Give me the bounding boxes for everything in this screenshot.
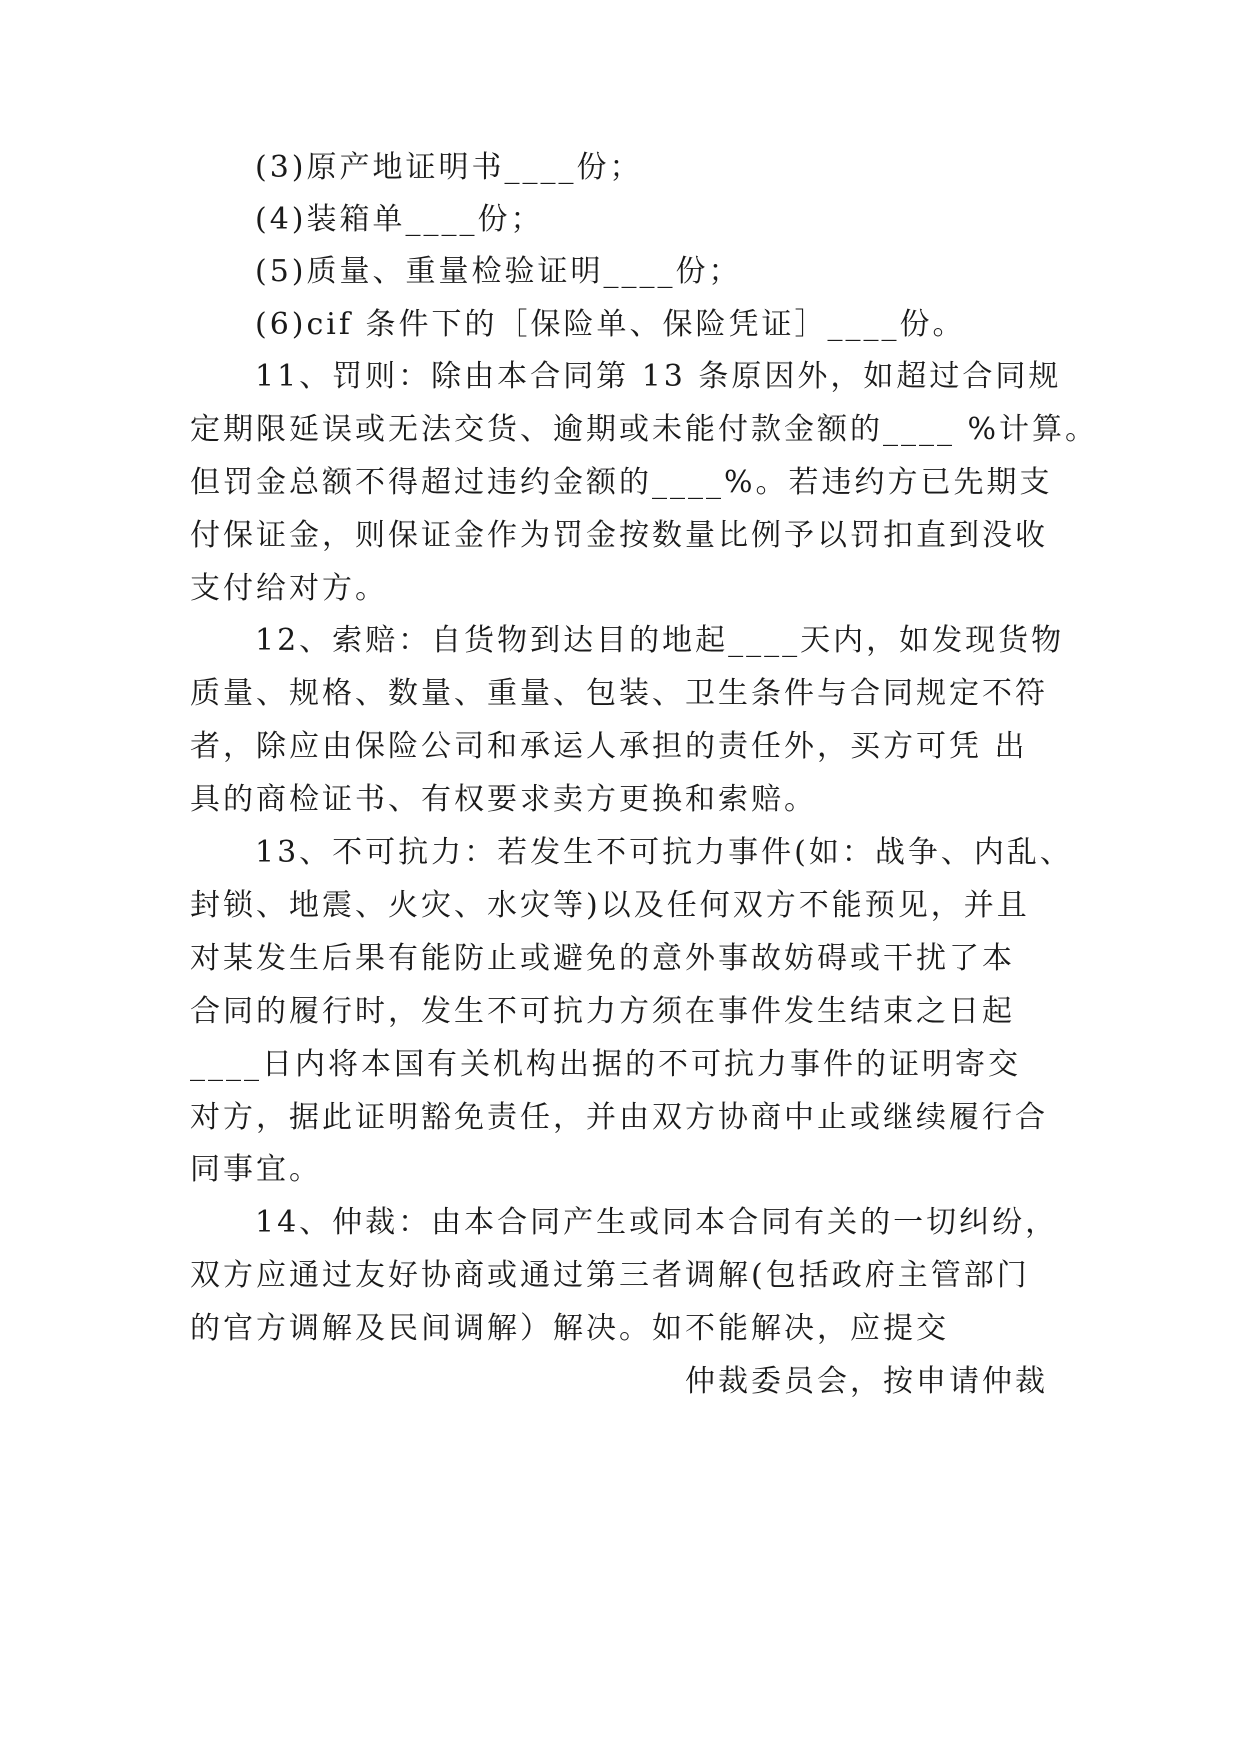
clause-13-line-5: ____日内将本国有关机构出据的不可抗力事件的证明寄交 <box>190 1047 1021 1082</box>
clause-11-line-1: 11、罚则：除由本合同第 13 条原因外，如超过合同规 <box>255 359 1062 394</box>
clause-12-line-2: 质量、规格、数量、重量、包装、卫生条件与合同规定不符 <box>190 676 1048 711</box>
clause-13-line-3: 对某发生后果有能防止或避免的意外事故妨碍或干扰了本 <box>190 941 1015 976</box>
clause-14-line-3: 的官方调解及民间调解）解决。如不能解决，应提交 <box>190 1311 949 1346</box>
clause-11-line-5: 支付给对方。 <box>190 571 388 606</box>
clause-13-line-1: 13、不可抗力：若发生不可抗力事件(如：战争、内乱、 <box>255 835 1073 870</box>
clause-14-line-4: 仲裁委员会，按申请仲裁 <box>685 1364 1048 1399</box>
clause-14-line-1: 14、仲裁：由本合同产生或同本合同有关的一切纠纷， <box>255 1205 1059 1240</box>
list-item-4: (4)装箱单____份； <box>255 202 544 237</box>
clause-13-line-2: 封锁、地震、火灾、水灾等)以及任何双方不能预见，并且 <box>190 888 1030 923</box>
clause-11-line-2: 定期限延误或无法交货、逾期或未能付款金额的____ %计算。 <box>190 412 1099 447</box>
clause-12-line-4: 具的商检证书、有权要求卖方更换和索赔。 <box>190 782 817 817</box>
list-item-3: (3)原产地证明书____份； <box>255 150 643 185</box>
clause-14-line-2: 双方应通过友好协商或通过第三者调解(包括政府主管部门 <box>190 1258 1030 1293</box>
clause-13-line-6: 对方，据此证明豁免责任，并由双方协商中止或继续履行合 <box>190 1100 1048 1135</box>
clause-13-line-4: 合同的履行时，发生不可抗力方须在事件发生结束之日起 <box>190 994 1015 1029</box>
clause-13-line-7: 同事宜。 <box>190 1152 322 1187</box>
clause-12-line-1: 12、索赔：自货物到达目的地起____天内，如发现货物 <box>255 623 1065 658</box>
list-item-6: (6)cif 条件下的［保险单、保险凭证］____份。 <box>255 307 966 342</box>
clause-12-line-3: 者，除应由保险公司和承运人承担的责任外，买方可凭 出 <box>190 729 1028 764</box>
list-item-5: (5)质量、重量检验证明____份； <box>255 254 742 289</box>
clause-11-line-4: 付保证金，则保证金作为罚金按数量比例予以罚扣直到没收 <box>190 518 1048 553</box>
clause-11-line-3: 但罚金总额不得超过违约金额的____%。若违约方已先期支 <box>190 465 1053 500</box>
